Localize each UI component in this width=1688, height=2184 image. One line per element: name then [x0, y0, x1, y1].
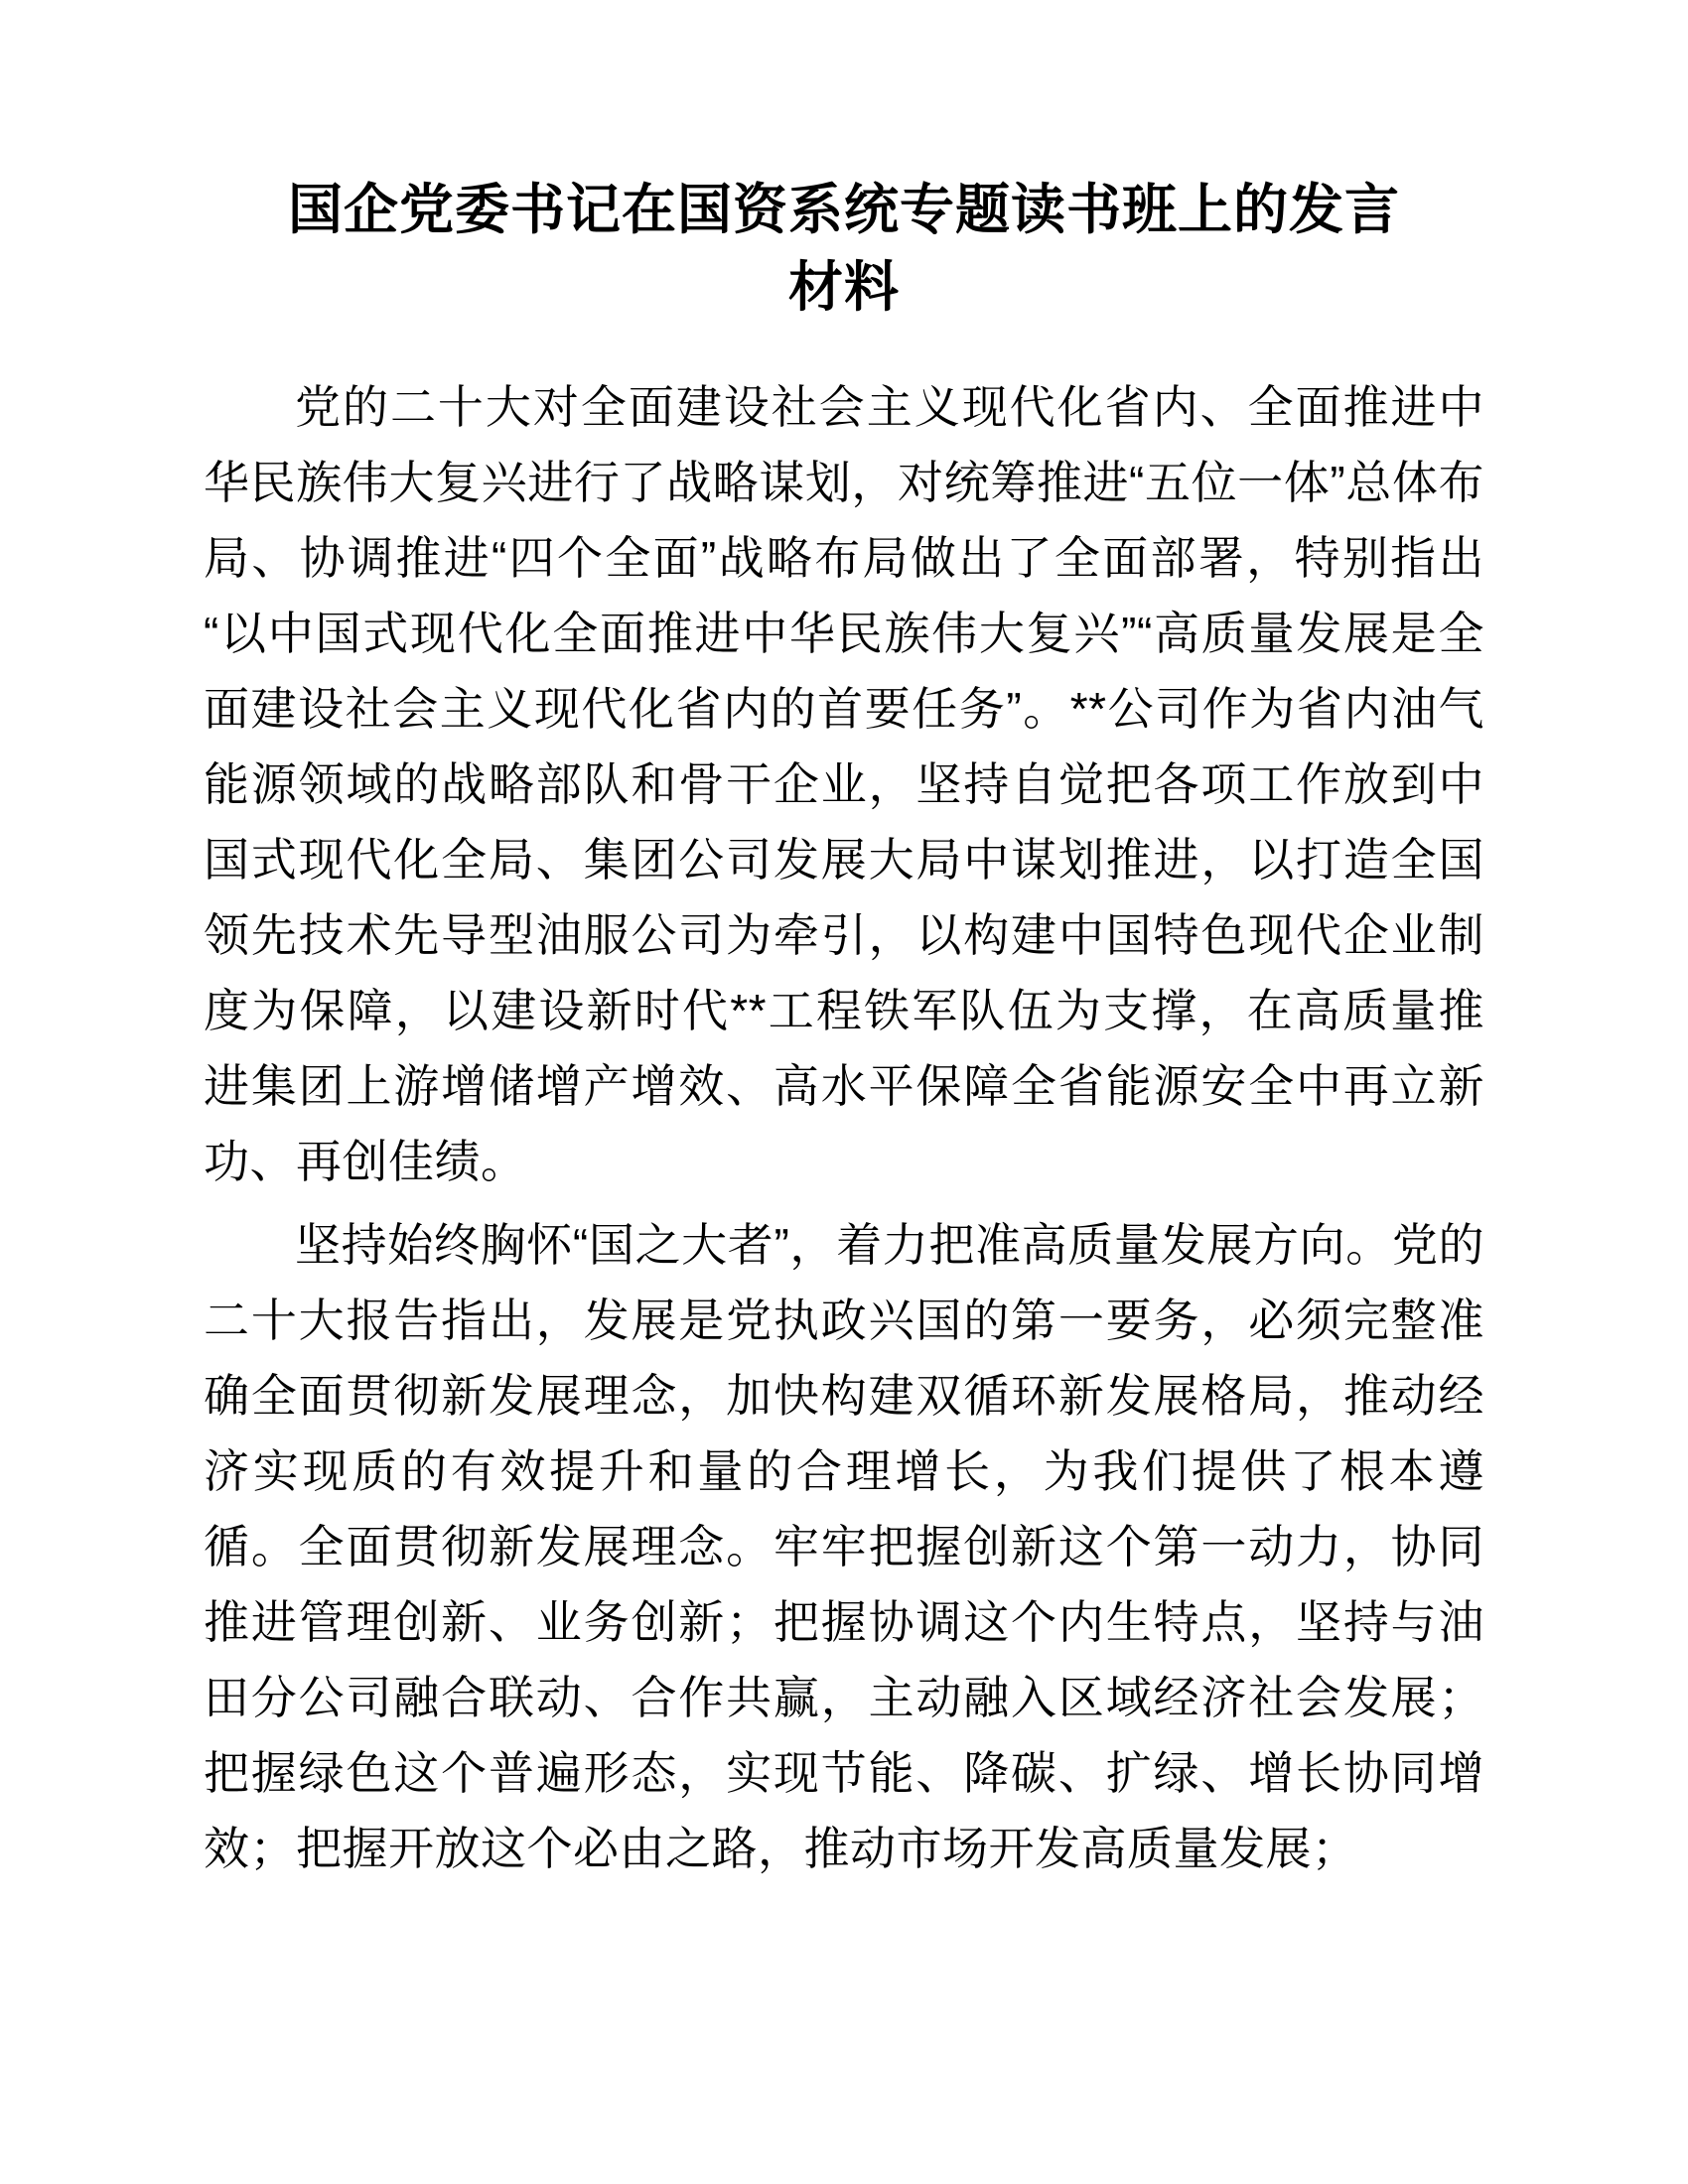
document-body [204, 369, 1484, 1886]
paragraph-intro: 党的二十大对全面建设社会主义现代化省内、全面推进中华民族伟大复兴进行了战略谋划，对统筹推进“五位一体”总体布局、协调推进“四个全面”战略布局做出了全面部署，特别指出“以中国式现代化全面推进中华民族伟大复兴”“高质量发展是全面建设社会主义现代化省内的首要任务”。**公司作为省内油气能源领域的战略部队和骨干企业，坚持自觉把各项工作放到中国式现代化全局、集团公司发展大局中谋划推进，以打造全国领先技术先导型油服公司为牵引，以构建中国特色现代企业制度为保障，以建设新时代**工程铁军队伍为支撑，在高质量推进集团上游增储增产增效、高水平保障全省能源安全中再立新功、再创佳绩。 [204, 381, 1484, 1187]
document-title-line-2: 材料 [787, 256, 900, 318]
document-title [204, 171, 1484, 326]
paragraph-section-1: 坚持始终胸怀“国之大者”，着力把准高质量发展方向。党的二十大报告指出，发展是党执政兴国的第一要务，必须完整准确全面贯彻新发展理念，加快构建双循环新发展格局，推动经济实现质的有效提升和量的合理增长，为我们提供了根本遵循。全面贯彻新发展理念。牢牢把握创新这个第一动力，协同推进管理创新、业务创新；把握协调这个内生特点，坚持与油田分公司融合联动、合作共赢，主动融入区域经济社会发展；把握绿色这个普遍形态，实现节能、降碳、扩绿、增长协同增效；把握开放这个必由之路，推动市场开发高质量发展； [204, 1219, 1484, 1874]
document-title-line-1: 国企党委书记在国资系统专题读书班上的发言 [287, 179, 1400, 240]
